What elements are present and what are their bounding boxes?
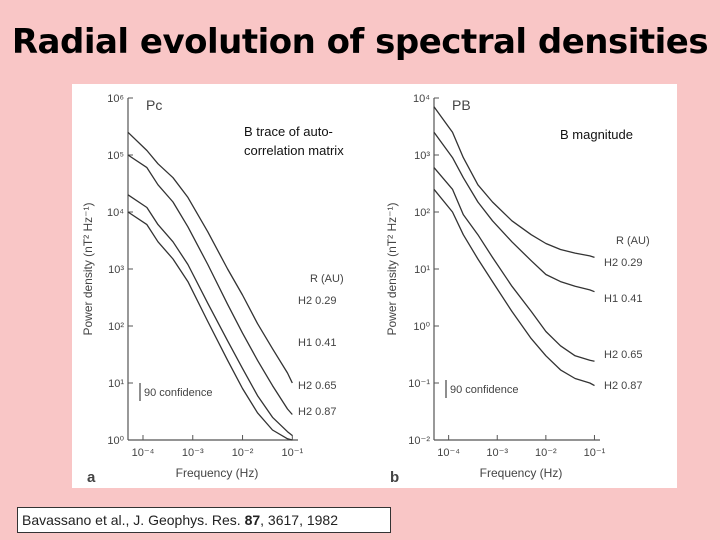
series-line [434,132,595,291]
y-tick-label: 10⁰ [107,435,124,447]
y-tick-label: 10² [414,207,430,219]
y-tick-label: 10⁻² [408,435,430,447]
panel-annotation: correlation matrix [244,143,344,158]
y-tick-label: 10⁶ [107,93,124,105]
panel-tag: Pc [146,97,163,113]
citation-volume: 87 [244,512,261,528]
series-line [434,168,595,362]
y-tick-label: 10¹ [108,378,124,390]
x-tick-label: 10⁻⁴ [131,447,155,459]
citation-text-post: , 3617, 1982 [260,512,338,528]
series-line [128,212,292,440]
y-tick-label: 10⁰ [413,321,430,333]
y-tick-label: 10¹ [414,264,430,276]
series-label: H1 0.41 [298,337,337,349]
legend-title: R (AU) [616,235,650,247]
series-label: H2 0.29 [298,295,337,307]
citation-text-pre: Bavassano et al., J. Geophys. Res. [22,512,245,528]
confidence-label: 90 confidence [144,387,213,399]
series-label: H1 0.41 [604,293,643,305]
x-tick-label: 10⁻² [534,447,557,459]
x-tick-label: 10⁻⁴ [437,447,461,459]
panel-letter: a [87,469,96,486]
slide-title: Radial evolution of spectral densities [11,22,709,62]
series-label: H2 0.87 [298,406,337,418]
x-axis-label: Frequency (Hz) [175,466,259,480]
panel-annotation: B trace of auto- [244,124,333,139]
panel-tag: PB [452,97,471,113]
figure-svg [72,84,677,488]
series-line [128,195,292,436]
y-tick-label: 10⁵ [107,150,124,162]
y-tick-label: 10² [108,321,124,333]
confidence-label: 90 confidence [450,384,519,396]
x-tick-label: 10⁻¹ [583,447,606,459]
y-tick-label: 10⁴ [413,93,430,105]
y-tick-label: 10³ [414,150,430,162]
y-tick-label: 10⁴ [107,207,124,219]
y-tick-label: 10³ [108,264,124,276]
series-line [128,155,292,415]
y-axis-label: Power density (nT² Hz⁻¹) [385,202,399,336]
legend-title: R (AU) [310,273,344,285]
figure-panel [72,84,677,488]
series-label: H2 0.29 [604,257,643,269]
x-tick-label: 10⁻¹ [281,447,304,459]
y-tick-label: 10⁻¹ [408,378,430,390]
x-axis-label: Frequency (Hz) [479,466,563,480]
series-label: H2 0.65 [604,349,643,361]
panel-letter: b [390,469,400,486]
series-line [434,189,595,385]
x-tick-label: 10⁻³ [181,447,204,459]
series-line [128,132,292,383]
chart-panel-a [81,93,344,486]
series-label: H2 0.65 [298,380,337,392]
x-tick-label: 10⁻³ [486,447,509,459]
chart-panel-b [385,93,650,486]
x-tick-label: 10⁻² [231,447,254,459]
series-label: H2 0.87 [604,380,643,392]
panel-annotation: B magnitude [560,127,633,142]
y-axis-label: Power density (nT² Hz⁻¹) [81,202,95,336]
citation-box [17,507,391,533]
